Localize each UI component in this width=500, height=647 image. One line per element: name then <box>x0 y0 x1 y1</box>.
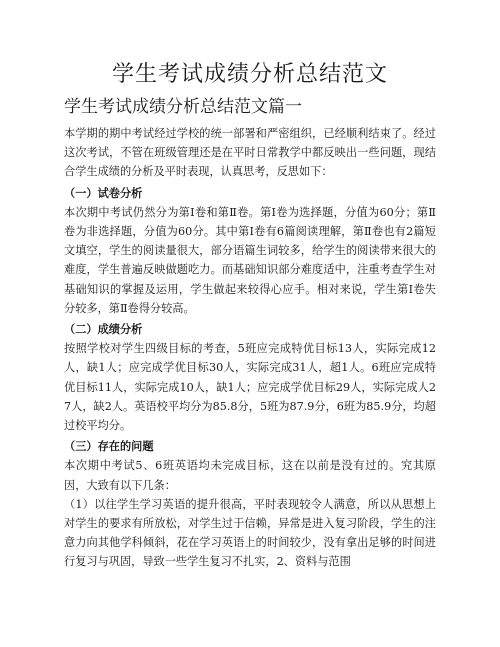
section-heading-problems: （三）存在的问题 <box>64 439 154 454</box>
document-title: 学生考试成绩分析总结范文 <box>111 62 388 87</box>
section-heading-score-analysis: （二）成绩分析 <box>64 322 143 337</box>
section-heading-paper-analysis: （一）试卷分析 <box>64 185 143 200</box>
closing-paragraph: （1）以往学生学习英语的提升很高，平时表现较令人满意，所以从思想上对学生的要求有所放松，对学生过于信赖，异常是进入复习阶段，学生的注意力向其他学科倾斜，花在学习英语上的时间较少，没有拿出足够的时间进行复习与巩固，导致一些学生复习不扎实，2、资料与范围 <box>64 497 436 569</box>
document-subtitle: 学生考试成绩分析总结范文篇一 <box>64 97 302 117</box>
section-text-problems: 本次期中考试5、6班英语均未完成目标，这在以前是没有过的。究其原因，大致有以下几条： <box>64 459 436 492</box>
intro-paragraph: 本学期的期中考试经过学校的统一部署和严密组织，已经顺利结束了。经过这次考试，不管在班级管理还是在平时日常教学中都反映出一些问题，现结合学生成绩的分析及平时表现，认真思考，反思如下： <box>64 127 436 179</box>
section-text-score-analysis: 按照学校对学生四级目标的考查，5班应完成特优目标13人，实际完成12人，缺1人；应完成学优目标30人，实际完成31人，超1人。6班应完成特优目标11人，实际完成10人，缺1人；应完成学优目标29人，实际完成人27人，缺2人。英语校平均分为85.8分，5班为87.9分，6班为85.9分，均超过校平均分。 <box>64 342 436 433</box>
section-text-paper-analysis: 本次期中考试仍然分为第Ⅰ卷和第Ⅱ卷。第Ⅰ卷为选择题，分值为60分；第Ⅱ卷为非选择题，分值为60分。其中第Ⅰ卷有6篇阅读理解，第Ⅱ卷也有2篇短文填空，学生的阅读量很大，部分语篇生词较多，给学生的阅读带来很大的难度，学生普遍反映做题吃力。而基础知识部分难度适中，注重考查学生对基础知识的掌握及运用，学生做起来较得心应手。相对来说，学生第Ⅰ卷失分较多，第Ⅱ卷得分较高。 <box>64 205 436 315</box>
document-page <box>64 60 436 572</box>
